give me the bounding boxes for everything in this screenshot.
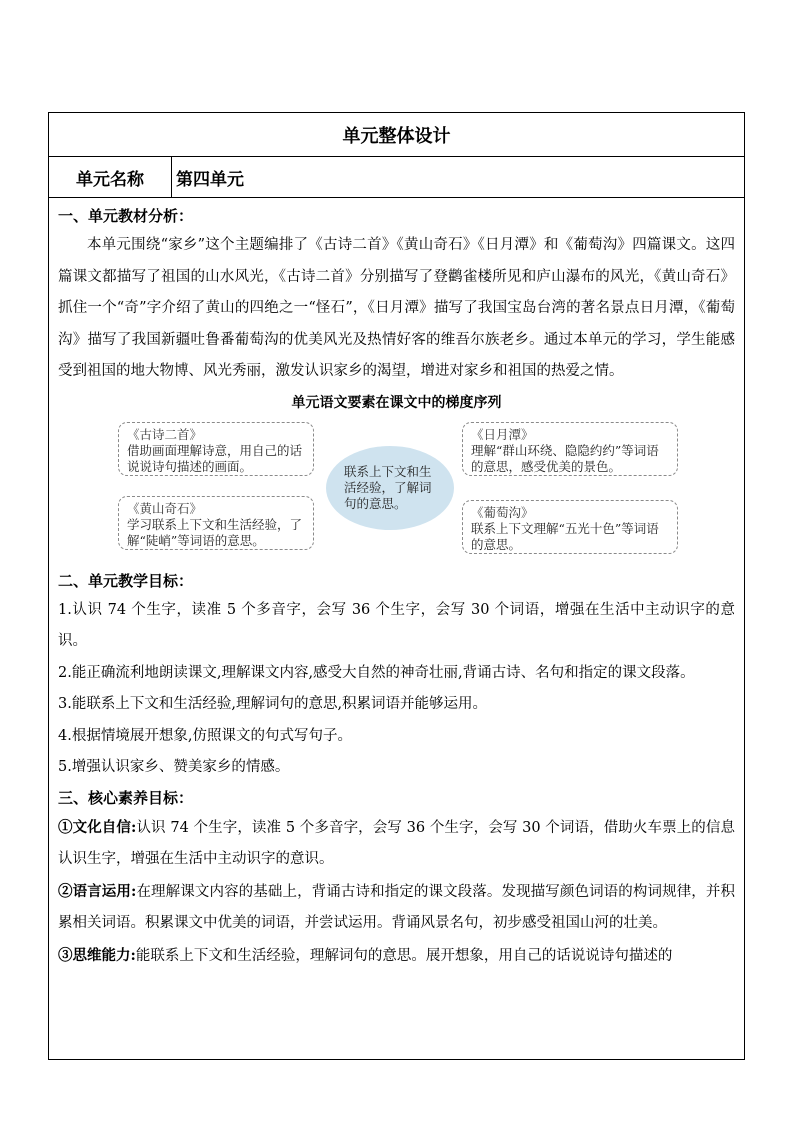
core-item-language: [58, 876, 735, 940]
analysis-heading: 一、单元教材分析：: [58, 207, 194, 225]
goal-item: 3.能联系上下文和生活经验,理解词句的意思,积累词语并能够运用。: [58, 696, 488, 712]
diagram-box-title: 《日月潭》: [471, 426, 534, 442]
core-item-text: 认识 74 个生字，读准 5 个多音字，会写 36 个生字，会写 30 个词语，借助火车票上的信息认识生字，增强在生活中主动识字的意识。: [58, 819, 735, 867]
core-item-label: ③思维能力:: [58, 946, 136, 964]
diagram-box-title: 《葡萄沟》: [471, 504, 534, 520]
unit-name-label: 单元名称: [49, 157, 172, 197]
goals-heading: 二、单元教学目标：: [58, 571, 194, 590]
table-title: 单元整体设计: [49, 113, 744, 157]
diagram-center-ellipse: [326, 446, 454, 530]
unit-name-row: [49, 157, 744, 198]
content-cell: [49, 198, 744, 972]
diagram-box-text: 借助画面理解诗意，用自己的话说说诗句描述的画面。: [127, 442, 303, 474]
core-heading: 三、核心素养目标：: [58, 788, 194, 807]
core-item-text: 能联系上下文和生活经验，理解词句的意思。展开想象，用自己的话说说诗句描述的: [135, 947, 673, 964]
diagram-box-text: 学习联系上下文和生活经验，了解“陡峭”等词语的意思。: [127, 516, 303, 548]
diagram-title: 单元语文要素在课文中的梯度序列: [291, 394, 502, 411]
diagram-box-title: 《黄山奇石》: [127, 500, 203, 516]
diagram-center-text: 联系上下文和生活经验，了解词句的意思。: [344, 463, 432, 511]
core-item-culture: [58, 812, 735, 876]
diagram-box-title: 《古诗二首》: [127, 426, 203, 442]
goal-item: 4.根据情境展开想象,仿照课文的句式写句子。: [58, 727, 352, 744]
core-item-label: ①文化自信:: [58, 818, 137, 836]
diagram-box-riyuetan: [462, 422, 678, 476]
diagram-box-gushi: [118, 422, 314, 476]
goal-item: 1.认识 74 个生字，读准 5 个多音字，会写 36 个生字，会写 30 个词语，增强在生活中主动识字的意识。: [58, 601, 735, 649]
core-item-thinking: [58, 940, 735, 973]
core-item-text: 在理解课文内容的基础上，背诵古诗和指定的课文段落。发现描写颜色词语的构词规律，并积累相关词语。积累课文中优美的词语，并尝试运用。背诵风景名句，初步感受祖国山河的壮美。: [58, 883, 735, 931]
gradient-diagram: [58, 418, 735, 563]
diagram-box-text: 理解“群山环绕、隐隐约约”等词语的意思，感受优美的景色。: [471, 442, 659, 474]
analysis-paragraph: 本单元围绕“家乡”这个主题编排了《古诗二首》《黄山奇石》《日月潭》和《葡萄沟》四篇课文。这四篇课文都描写了祖国的山水风光，《古诗二首》分别描写了登鹳雀楼所见和庐山瀑布的风光，《黄山奇石》抓住一个“奇”字介绍了黄山的四绝之一“怪石”，《日月潭》描写了我国宝岛台湾的著名景点日月潭，《葡萄沟》描写了我国新疆吐鲁番葡萄沟的优美风光及热情好客的维吾尔族老乡。通过本单元的学习，学生能感受到祖国的地大物博、风光秀丽，激发认识家乡的渴望，增进对家乡和祖国的热爱之情。: [58, 237, 735, 379]
unit-design-table: [48, 112, 745, 1060]
goal-item: 5.增强认识家乡、赞美家乡的情感。: [58, 759, 290, 775]
core-item-label: ②语言运用:: [58, 882, 137, 900]
unit-name-value: 第四单元: [176, 169, 244, 190]
diagram-box-putaogou: [462, 500, 678, 554]
diagram-box-text: 联系上下文理解“五光十色”等词语的意思。: [471, 520, 659, 552]
diagram-box-huangshan: [118, 496, 314, 550]
goal-item: 2.能正确流利地朗读课文,理解课文内容,感受大自然的神奇壮丽,背诵古诗、名句和指定的课文段落。: [58, 664, 695, 681]
